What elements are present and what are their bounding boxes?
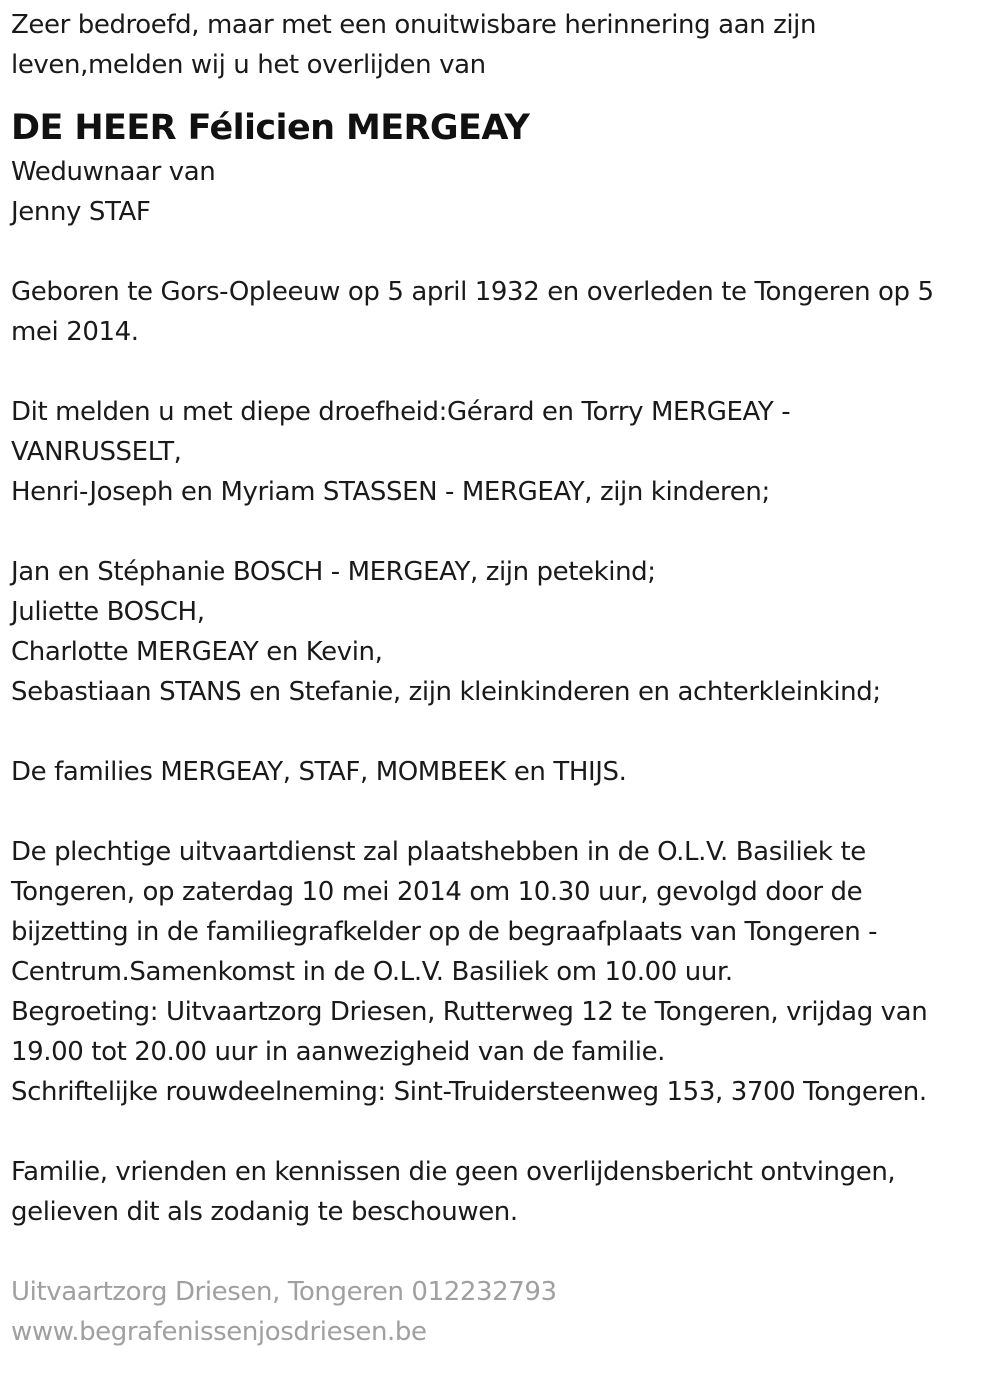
spacer	[11, 232, 991, 272]
birth-death-section	[11, 272, 991, 352]
service-line: bijzetting in de familiegrafkelder op de begraafplaats van Tongeren -	[11, 917, 878, 947]
funeral-home-website-link[interactable]: www.begrafenissenjosdriesen.be	[11, 1317, 427, 1347]
spacer	[11, 712, 991, 752]
notice-line: Familie, vrienden en kennissen die geen overlijdensbericht ontvingen,	[11, 1157, 896, 1187]
notice-section	[11, 1152, 991, 1232]
families-section	[11, 752, 991, 792]
children-section	[11, 392, 991, 512]
service-line: De plechtige uitvaartdienst zal plaatshebben in de O.L.V. Basiliek te	[11, 837, 866, 867]
spacer	[11, 1112, 991, 1152]
children-line: Henri-Joseph en Myriam STASSEN - MERGEAY, zijn kinderen;	[11, 477, 770, 507]
visitation-line: 19.00 tot 20.00 uur in aanwezigheid van de familie.	[11, 1037, 666, 1067]
children-line: Dit melden u met diepe droefheid:Gérard en Torry MERGEAY -	[11, 397, 791, 427]
funeral-home-contact: Uitvaartzorg Driesen, Tongeren 012232793	[11, 1277, 557, 1307]
widower-line: Weduwnaar van	[11, 157, 216, 187]
families-line: De families MERGEAY, STAF, MOMBEEK en THIJS.	[11, 757, 627, 787]
spacer	[11, 1232, 991, 1272]
service-line: Centrum.Samenkomst in de O.L.V. Basiliek om 10.00 uur.	[11, 957, 733, 987]
grandchildren-section	[11, 552, 991, 712]
birth-death-line: mei 2014.	[11, 317, 139, 347]
grandchildren-line: Charlotte MERGEAY en Kevin,	[11, 637, 383, 667]
grandchildren-line: Juliette BOSCH,	[11, 597, 205, 627]
grandchildren-line: Jan en Stéphanie BOSCH - MERGEAY, zijn petekind;	[11, 557, 656, 587]
intro-line: Zeer bedroefd, maar met een onuitwisbare herinnering aan zijn	[11, 10, 817, 40]
service-section	[11, 832, 991, 1112]
condolence-address-line: Schriftelijke rouwdeelneming: Sint-Truidersteenweg 153, 3700 Tongeren.	[11, 1077, 927, 1107]
children-line: VANRUSSELT,	[11, 437, 182, 467]
spacer	[11, 512, 991, 552]
deceased-name: DE HEER Félicien MERGEAY	[11, 108, 530, 148]
service-line: Tongeren, op zaterdag 10 mei 2014 om 10.30 uur, gevolgd door de	[11, 877, 863, 907]
footer	[11, 1272, 991, 1352]
obituary-notice	[11, 5, 991, 1352]
spacer	[11, 352, 991, 392]
birth-death-line: Geboren te Gors-Opleeuw op 5 april 1932 en overleden te Tongeren op 5	[11, 277, 934, 307]
notice-line: gelieven dit als zodanig te beschouwen.	[11, 1197, 518, 1227]
spouse-name: Jenny STAF	[11, 197, 151, 227]
grandchildren-line: Sebastiaan STANS en Stefanie, zijn kleinkinderen en achterkleinkind;	[11, 677, 881, 707]
visitation-line: Begroeting: Uitvaartzorg Driesen, Rutterweg 12 te Tongeren, vrijdag van	[11, 997, 928, 1027]
intro-section	[11, 5, 991, 85]
spacer	[11, 792, 991, 832]
widower-section	[11, 152, 991, 232]
intro-line: leven,melden wij u het overlijden van	[11, 50, 486, 80]
